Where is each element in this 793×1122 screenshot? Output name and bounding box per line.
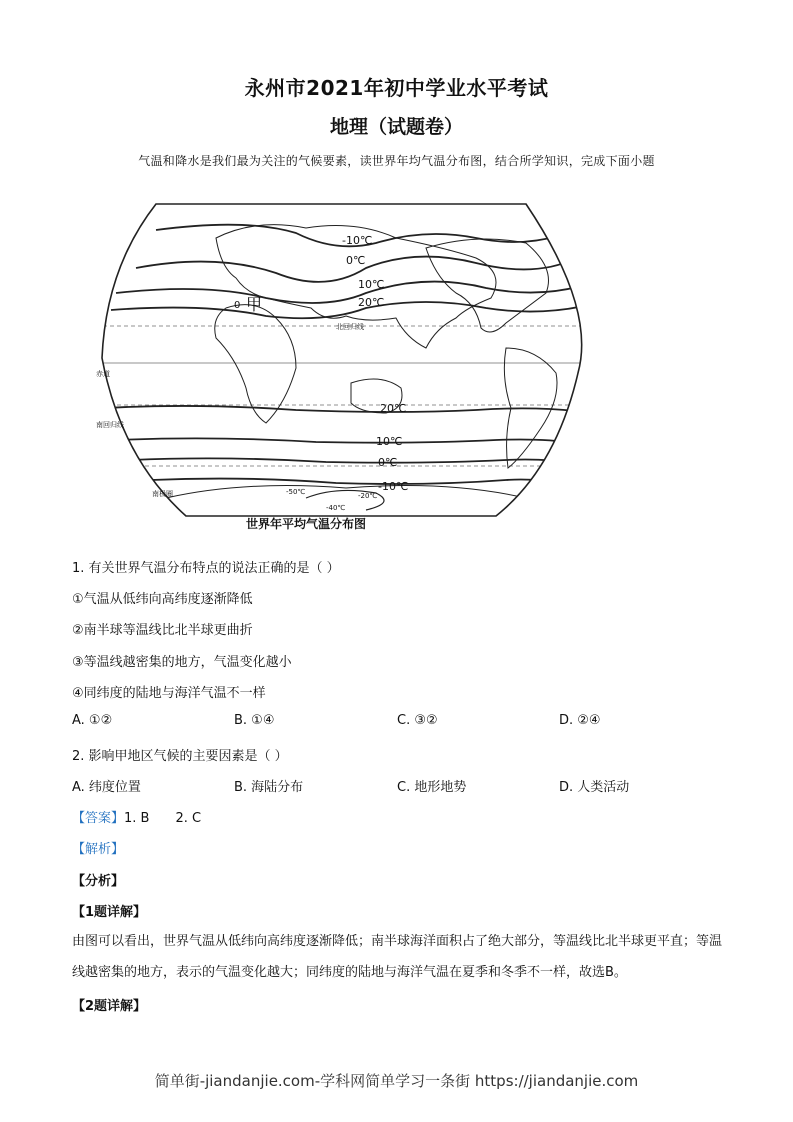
footer-watermark: 简单街-jiandanjie.com-学科网简单学习一条街 https://jiandanjie.com [154, 1072, 639, 1090]
label-iso-s-neg10: -10℃ [378, 480, 409, 493]
q1-statement-1: ①气温从低纬向高纬度逐渐降低 [72, 592, 253, 607]
q1-stem: 1. 有关世界气温分布特点的说法正确的是（ ） [72, 561, 340, 576]
q1-option-b: B. ①④ [234, 713, 275, 728]
answer-line [72, 807, 201, 826]
map-frame [102, 204, 582, 516]
q1-option-c: C. ③② [397, 713, 438, 728]
answer-2: 2. C [175, 811, 202, 826]
label-marker: 甲 [246, 295, 263, 314]
q1-statement-3: ③等温线越密集的地方，气温变化越小 [72, 655, 292, 670]
q2-option-c: C. 地形地势 [397, 780, 467, 795]
answer-1: 1. B [124, 811, 150, 826]
label-iso-n-10: -10℃ [342, 234, 373, 247]
label-iso-s-20: 20℃ [380, 402, 407, 415]
detail-1-text: 由图可以看出，世界气温从低纬向高纬度逐渐降低；南半球海洋面积占了绝大部分，等温线比北半球更平直；等温线越密集的地方，表示的气温变化越大；同纬度的陆地与海洋气温在夏季和冬季不一样，故选B。 [72, 934, 723, 980]
world-temperature-map [96, 198, 588, 531]
q2-option-b: B. 海陆分布 [234, 780, 304, 795]
label-antarctic: 南极圈 [152, 490, 173, 498]
q2-option-d: D. 人类活动 [559, 780, 630, 795]
q1-option-a: A. ①② [72, 713, 113, 728]
label-iso-s-0: 0℃ [378, 456, 398, 469]
exam-subtitle: 地理（试题卷） [329, 116, 463, 138]
label-iso-s-10: 10℃ [376, 435, 403, 448]
answer-label: 【答案】 [72, 811, 125, 826]
intro-text: 气温和降水是我们最为关注的气候要素，读世界年均气温分布图，结合所学知识，完成下面小题 [138, 154, 655, 168]
q1-statement-2: ②南半球等温线比北半球更曲折 [72, 623, 253, 638]
map-caption: 世界年平均气温分布图 [246, 517, 367, 531]
label-iso-n-0: 0℃ [346, 254, 366, 267]
label-tropic-n: 北回归线 [336, 323, 364, 331]
fenxi-label: 【分析】 [72, 874, 125, 889]
label-tropic-s: 南回归线 [96, 421, 124, 429]
label-neg20: -20℃ [358, 492, 378, 500]
detail-2-label: 【2题详解】 [72, 999, 147, 1014]
exam-title: 永州市2021年初中学业水平考试 [244, 76, 549, 100]
label-equator: 赤道 [96, 370, 110, 378]
label-iso-n-10b: 10℃ [358, 278, 385, 291]
q1-statement-4: ④同纬度的陆地与海洋气温不一样 [72, 686, 266, 701]
jiexi-label: 【解析】 [72, 842, 125, 857]
q1-option-d: D. ②④ [559, 713, 601, 728]
q2-stem: 2. 影响甲地区气候的主要因素是（ ） [72, 749, 288, 764]
label-neg40: -40℃ [326, 504, 346, 512]
detail-1-label: 【1题详解】 [72, 905, 147, 920]
label-neg50: -50℃ [286, 488, 306, 496]
q2-option-a: A. 纬度位置 [72, 780, 141, 795]
label-marker-val: 0 [234, 300, 241, 311]
label-iso-n-20: 20℃ [358, 296, 385, 309]
